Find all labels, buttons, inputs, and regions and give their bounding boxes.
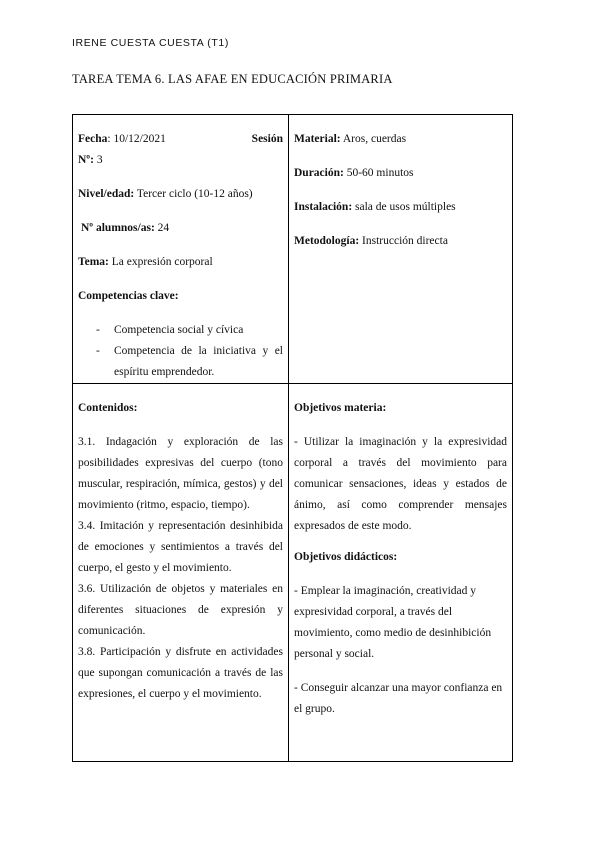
competencias-label: Competencias clave: xyxy=(78,290,179,302)
competencias-list xyxy=(78,320,283,383)
metodologia-value: Instrucción directa xyxy=(359,235,448,247)
fecha-value: : 10/12/2021 xyxy=(107,133,166,145)
numero-value: 3 xyxy=(93,154,103,166)
contenidos-cell xyxy=(73,384,289,762)
contenido-item: 3.1. Indagación y exploración de las posibilidades expresivas del cuerpo (tono muscular, respiración, mímica, gestos) y del movimiento (ritmo, espacio, tiempo). xyxy=(78,436,283,511)
contenido-item: 3.4. Imitación y representación desinhibida de emociones y sentimientos a través del cuerpo, el gesto y el movimiento. xyxy=(78,520,283,574)
sesion-label: Sesión xyxy=(251,133,283,145)
nivel-line xyxy=(78,184,283,205)
objetivos-materia-text: - Utilizar la imaginación y la expresividad corporal a través del movimiento para comunicar sensaciones, ideas y estados de ánimo, así como comprender mensajes expresados de este modo. xyxy=(294,436,507,532)
alumnos-value: 24 xyxy=(154,222,170,234)
duracion-value: 50-60 minutos xyxy=(343,167,414,179)
objetivo-didactico: - Emplear la imaginación, creatividad y expresividad corporal, a través del movimiento, como medio de desinhibición personal y social. xyxy=(294,585,492,660)
session-info-cell xyxy=(73,115,289,384)
objetivos-cell xyxy=(289,384,513,762)
tema-line xyxy=(78,252,283,273)
objetivos-didacticos-label: Objetivos didácticos: xyxy=(294,551,398,563)
tema-label: Tema: xyxy=(78,256,109,268)
instalacion-label: Instalación: xyxy=(294,201,353,213)
duracion-line xyxy=(294,163,507,184)
alumnos-label: Nº alumnos/as: xyxy=(81,222,155,234)
material-label: Material: xyxy=(294,133,341,145)
contenido-item: 3.8. Participación y disfrute en actividades que supongan comunicación a través de las expresiones, el cuerpo y el movimiento. xyxy=(78,646,283,700)
session-row-general xyxy=(73,115,513,384)
list-item: - Competencia social y cívica xyxy=(96,320,283,341)
objetivo-didactico: - Conseguir alcanzar una mayor confianza en el grupo. xyxy=(294,682,503,715)
session-row-content xyxy=(73,384,513,762)
nivel-value: Tercer ciclo (10-12 años) xyxy=(134,188,253,200)
nivel-label: Nivel/edad: xyxy=(78,188,135,200)
numero-line xyxy=(78,150,283,171)
session-table xyxy=(72,114,513,762)
material-value: Aros, cuerdas xyxy=(340,133,407,145)
objetivos-materia-label: Objetivos materia: xyxy=(294,402,387,414)
duracion-label: Duración: xyxy=(294,167,344,179)
session-details-cell xyxy=(289,115,513,384)
fecha-label: Fecha xyxy=(78,133,108,145)
instalacion-value: sala de usos múltiples xyxy=(352,201,456,213)
alumnos-line xyxy=(78,218,283,239)
document-author: IRENE CUESTA CUESTA (T1) xyxy=(72,37,229,49)
metodologia-label: Metodología: xyxy=(294,235,360,247)
contenidos-label: Contenidos: xyxy=(78,402,138,414)
contenido-item: 3.6. Utilización de objetos y materiales en diferentes situaciones de expresión y comunicación. xyxy=(78,583,283,637)
list-item: - Competencia de la iniciativa y el espíritu emprendedor. xyxy=(96,341,283,383)
fecha-line xyxy=(78,129,283,150)
tema-value: La expresión corporal xyxy=(108,256,213,268)
instalacion-line xyxy=(294,197,507,218)
metodologia-line xyxy=(294,231,507,252)
material-line xyxy=(294,129,507,150)
numero-label: Nº: xyxy=(78,154,94,166)
document-title: TAREA TEMA 6. LAS AFAE EN EDUCACIÓN PRIMARIA xyxy=(72,72,393,86)
